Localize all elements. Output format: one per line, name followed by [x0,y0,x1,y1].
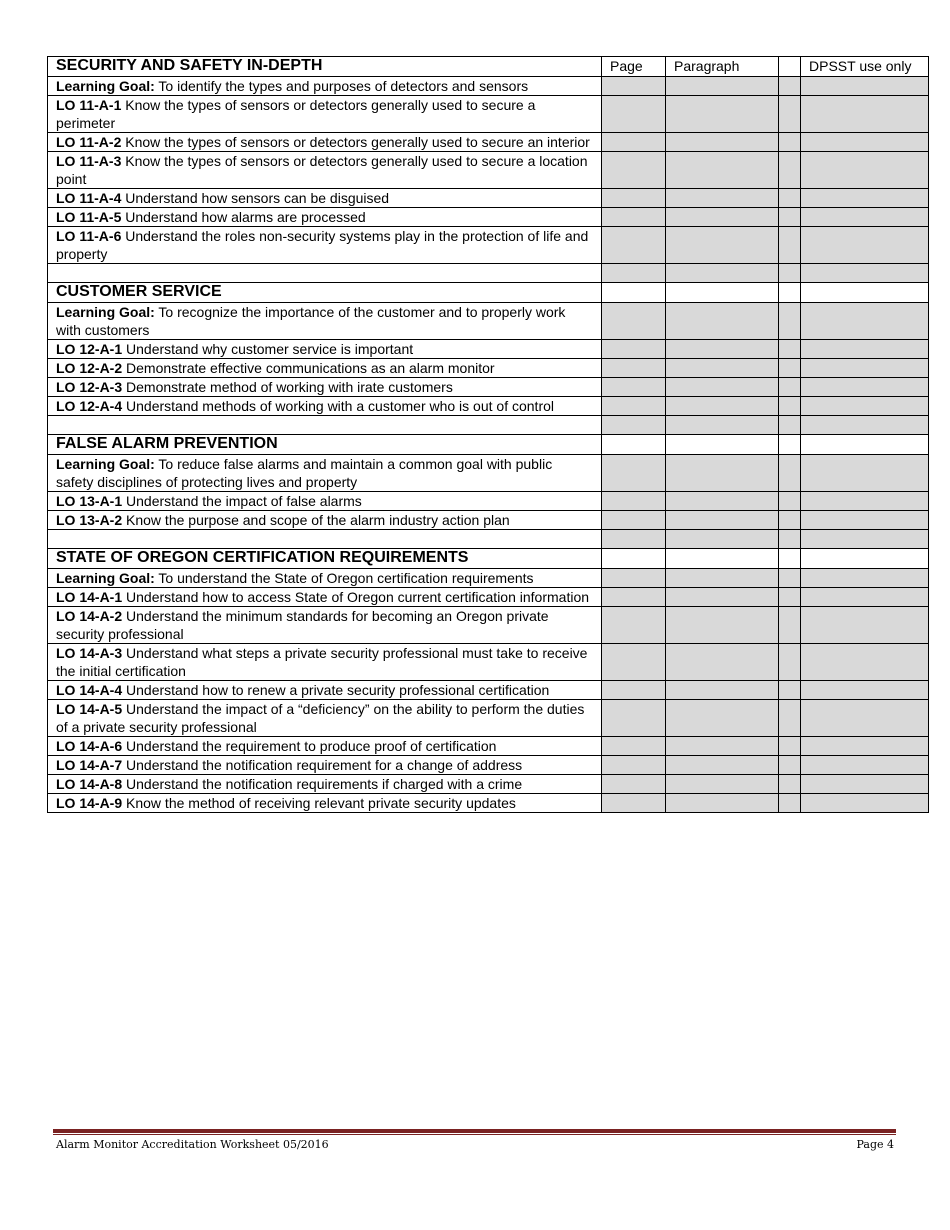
objective-text [48,208,602,227]
paragraph-cell[interactable] [666,756,779,775]
dpsst-cell [801,737,929,756]
dpsst-cell [801,189,929,208]
objective-description: Understand how to renew a private security professional certification [122,682,550,698]
dpsst-cell [801,588,929,607]
objective-text [48,303,602,340]
objective-text [48,378,602,397]
page-cell[interactable] [602,303,666,340]
objective-text [48,737,602,756]
worksheet-body [48,57,929,813]
spacer-cell [779,416,801,435]
page-cell[interactable] [602,607,666,644]
objective-row [48,208,929,227]
page-cell[interactable] [602,208,666,227]
paragraph-header [666,283,779,303]
page-cell[interactable] [602,644,666,681]
dpsst-cell [801,569,929,588]
objective-description: Know the purpose and scope of the alarm industry action plan [122,512,510,528]
spacer-cell [779,264,801,283]
objective-code: LO 14-A-5 [56,701,123,717]
dpsst-cell [801,359,929,378]
objective-description: To identify the types and purposes of detectors and sensors [154,78,529,94]
paragraph-cell[interactable] [666,492,779,511]
paragraph-cell[interactable] [666,133,779,152]
page-cell[interactable] [602,77,666,96]
dpsst-cell [801,644,929,681]
paragraph-cell[interactable] [666,397,779,416]
objective-text [48,227,602,264]
paragraph-cell[interactable] [666,77,779,96]
objective-text [48,492,602,511]
spacer-cell [779,359,801,378]
objective-row [48,77,929,96]
objective-description: Understand the requirement to produce proof of certification [122,738,497,754]
paragraph-cell[interactable] [666,96,779,133]
dpsst-cell [801,756,929,775]
page-cell[interactable] [602,492,666,511]
objective-row [48,133,929,152]
objective-code: LO 14-A-3 [56,645,123,661]
spacer-cell [779,340,801,359]
section-header-row [48,435,929,455]
objective-row [48,303,929,340]
spacer-cell [779,208,801,227]
blank-cell [48,530,602,549]
objective-row [48,588,929,607]
objective-row [48,794,929,813]
objective-row [48,340,929,359]
blank-spacer-row [48,530,929,549]
objective-row [48,455,929,492]
objective-text [48,511,602,530]
page-cell[interactable] [602,794,666,813]
objective-code: LO 14-A-2 [56,608,123,624]
spacer-cell [779,588,801,607]
dpsst-cell [801,340,929,359]
page-cell[interactable] [602,96,666,133]
spacer-cell [779,737,801,756]
page-cell[interactable] [602,530,666,549]
footer-rule [53,1129,896,1133]
page-header [602,549,666,569]
spacer-cell [779,549,801,569]
paragraph-cell[interactable] [666,189,779,208]
footer-rule-thin [53,1134,896,1135]
paragraph-cell[interactable] [666,264,779,283]
objective-description: Understand the notification requirement for a change of address [122,757,523,773]
page-cell[interactable] [602,455,666,492]
objective-row [48,756,929,775]
objective-description: Know the types of sensors or detectors generally used to secure a location point [56,153,588,187]
objective-row [48,737,929,756]
dpsst-cell [801,607,929,644]
page-cell[interactable] [602,416,666,435]
objective-row [48,96,929,133]
page-header [602,283,666,303]
paragraph-cell[interactable] [666,303,779,340]
footer-page-number: Page 4 [856,1138,894,1151]
dpsst-cell [801,681,929,700]
objective-text [48,607,602,644]
objective-text [48,794,602,813]
objective-description: Know the types of sensors or detectors generally used to secure a perimeter [56,97,536,131]
spacer-cell [779,189,801,208]
paragraph-cell[interactable] [666,569,779,588]
objective-text [48,96,602,133]
page-cell[interactable] [602,775,666,794]
page-header: Page [602,57,666,77]
dpsst-cell [801,227,929,264]
objective-code: LO 11-A-1 [56,97,122,113]
spacer-cell [779,455,801,492]
objective-text [48,455,602,492]
paragraph-cell[interactable] [666,588,779,607]
objective-text [48,588,602,607]
spacer-cell [779,435,801,455]
objective-description: Understand the impact of a “deficiency” on the ability to perform the duties of a private security professional [56,701,585,735]
dpsst-cell [801,208,929,227]
page-cell[interactable] [602,737,666,756]
paragraph-header [666,549,779,569]
dpsst-cell [801,492,929,511]
objective-row [48,569,929,588]
dpsst-cell [801,455,929,492]
paragraph-cell[interactable] [666,455,779,492]
paragraph-cell[interactable] [666,737,779,756]
section-header-row [48,283,929,303]
page-cell[interactable] [602,569,666,588]
objective-row [48,492,929,511]
objective-code: LO 11-A-5 [56,209,122,225]
paragraph-cell[interactable] [666,511,779,530]
blank-spacer-row [48,416,929,435]
objective-row [48,227,929,264]
dpsst-cell [801,264,929,283]
dpsst-cell [801,77,929,96]
objective-description: Understand methods of working with a customer who is out of control [122,398,554,414]
footer-title: Alarm Monitor Accreditation Worksheet 05/2016 [56,1138,329,1151]
spacer-cell [779,77,801,96]
dpsst-cell [801,416,929,435]
objective-text [48,700,602,737]
page-cell[interactable] [602,756,666,775]
objective-code: LO 14-A-7 [56,757,123,773]
paragraph-cell[interactable] [666,775,779,794]
paragraph-header: Paragraph [666,57,779,77]
spacer-cell [779,96,801,133]
objective-code: LO 14-A-4 [56,682,123,698]
objective-text [48,644,602,681]
objective-description: Understand how to access State of Oregon current certification information [122,589,590,605]
section-title: STATE OF OREGON CERTIFICATION REQUIREMENTS [48,549,602,569]
objective-description: Demonstrate method of working with irate customers [122,379,453,395]
dpsst-cell [801,775,929,794]
spacer-cell [779,227,801,264]
objective-description: To recognize the importance of the customer and to properly work with customers [56,304,566,338]
objective-row [48,607,929,644]
objective-code: LO 12-A-4 [56,398,123,414]
objective-description: Understand how alarms are processed [121,209,366,225]
dpsst-cell [801,700,929,737]
spacer-cell [779,794,801,813]
objective-description: Understand how sensors can be disguised [121,190,390,206]
objective-code: Learning Goal: [56,456,155,472]
objective-description: To reduce false alarms and maintain a common goal with public safety disciplines of protecting lives and property [56,456,553,490]
blank-spacer-row [48,264,929,283]
page-cell[interactable] [602,189,666,208]
objective-code: LO 12-A-2 [56,360,123,376]
objective-code: LO 14-A-8 [56,776,123,792]
objective-code: LO 13-A-1 [56,493,123,509]
objective-text [48,775,602,794]
dpsst-cell [801,530,929,549]
objective-text [48,397,602,416]
page-header [602,435,666,455]
spacer-cell [779,283,801,303]
blank-cell [48,264,602,283]
page-cell[interactable] [602,511,666,530]
objective-text [48,189,602,208]
section-title: CUSTOMER SERVICE [48,283,602,303]
paragraph-cell[interactable] [666,152,779,189]
page-cell[interactable] [602,340,666,359]
dpsst-header [801,435,929,455]
page-cell[interactable] [602,681,666,700]
paragraph-header [666,435,779,455]
objective-description: Understand the minimum standards for becoming an Oregon private security professional [56,608,549,642]
objective-text [48,133,602,152]
dpsst-header: DPSST use only [801,57,929,77]
objective-description: To understand the State of Oregon certification requirements [154,570,534,586]
objective-code: LO 11-A-2 [56,134,122,150]
objective-description: Understand why customer service is important [122,341,414,357]
page-cell[interactable] [602,397,666,416]
objective-text [48,359,602,378]
objective-text [48,681,602,700]
objective-code: Learning Goal: [56,570,155,586]
objective-description: Know the method of receiving relevant private security updates [122,795,516,811]
page-cell[interactable] [602,133,666,152]
spacer-cell [779,644,801,681]
spacer-cell [779,303,801,340]
objective-code: LO 14-A-6 [56,738,123,754]
objective-text [48,756,602,775]
paragraph-cell[interactable] [666,644,779,681]
objective-description: Understand the roles non-security systems play in the protection of life and property [56,228,589,262]
objective-code: LO 12-A-3 [56,379,123,395]
objective-description: Understand the notification requirements if charged with a crime [122,776,523,792]
dpsst-cell [801,133,929,152]
dpsst-header [801,549,929,569]
objective-row [48,378,929,397]
page-cell[interactable] [602,264,666,283]
spacer-cell [779,133,801,152]
objective-description: Understand the impact of false alarms [122,493,362,509]
worksheet-table [47,56,929,813]
objective-text [48,340,602,359]
objective-code: Learning Goal: [56,78,155,94]
paragraph-cell[interactable] [666,700,779,737]
paragraph-cell[interactable] [666,340,779,359]
dpsst-cell [801,152,929,189]
dpsst-cell [801,303,929,340]
spacer-cell [779,700,801,737]
page-cell[interactable] [602,588,666,607]
objective-code: Learning Goal: [56,304,155,320]
objective-code: LO 12-A-1 [56,341,123,357]
objective-code: LO 14-A-9 [56,795,123,811]
dpsst-cell [801,794,929,813]
spacer-cell [779,152,801,189]
objective-row [48,189,929,208]
spacer-cell [779,530,801,549]
page-cell[interactable] [602,227,666,264]
paragraph-cell[interactable] [666,416,779,435]
dpsst-cell [801,378,929,397]
spacer-cell [779,378,801,397]
objective-row [48,359,929,378]
objective-row [48,700,929,737]
objective-description: Understand what steps a private security professional must take to receive the initial certification [56,645,588,679]
page-cell[interactable] [602,700,666,737]
paragraph-cell[interactable] [666,208,779,227]
blank-cell [48,416,602,435]
objective-text [48,569,602,588]
objective-row [48,397,929,416]
page-cell[interactable] [602,359,666,378]
spacer-cell [779,775,801,794]
objective-code: LO 11-A-6 [56,228,122,244]
section-title: FALSE ALARM PREVENTION [48,435,602,455]
objective-row [48,152,929,189]
paragraph-cell[interactable] [666,794,779,813]
dpsst-cell [801,397,929,416]
objective-row [48,644,929,681]
section-header-row [48,549,929,569]
objective-row [48,681,929,700]
objective-code: LO 13-A-2 [56,512,123,528]
spacer-cell [779,511,801,530]
spacer-cell [779,681,801,700]
spacer-cell [779,57,801,77]
objective-row [48,775,929,794]
objective-row [48,511,929,530]
spacer-cell [779,492,801,511]
paragraph-cell[interactable] [666,607,779,644]
paragraph-cell[interactable] [666,681,779,700]
section-header-row [48,57,929,77]
objective-code: LO 11-A-3 [56,153,122,169]
objective-text [48,77,602,96]
spacer-cell [779,569,801,588]
page-cell[interactable] [602,378,666,397]
objective-code: LO 14-A-1 [56,589,123,605]
page-cell[interactable] [602,152,666,189]
objective-description: Demonstrate effective communications as an alarm monitor [122,360,495,376]
spacer-cell [779,397,801,416]
objective-code: LO 11-A-4 [56,190,122,206]
objective-text [48,152,602,189]
section-title: SECURITY AND SAFETY IN-DEPTH [48,57,602,77]
spacer-cell [779,756,801,775]
paragraph-cell[interactable] [666,359,779,378]
dpsst-header [801,283,929,303]
paragraph-cell[interactable] [666,378,779,397]
spacer-cell [779,607,801,644]
objective-description: Know the types of sensors or detectors generally used to secure an interior [121,134,590,150]
dpsst-cell [801,96,929,133]
paragraph-cell[interactable] [666,530,779,549]
dpsst-cell [801,511,929,530]
paragraph-cell[interactable] [666,227,779,264]
